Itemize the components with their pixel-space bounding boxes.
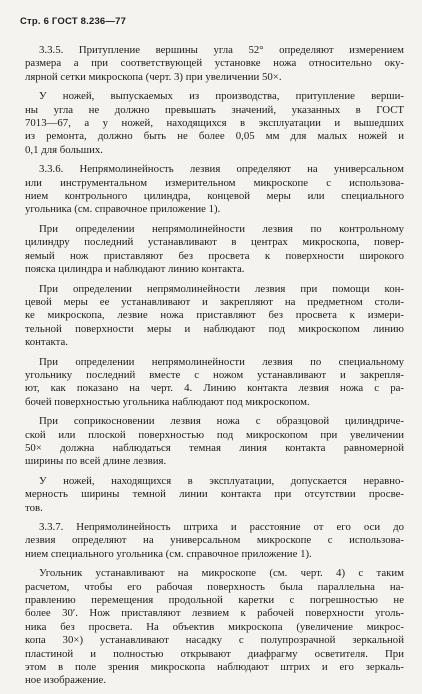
document-body [25, 44, 404, 694]
text-line: тельной поверхности меры и наблюдают под микроскопом линию [25, 322, 404, 335]
paragraph [25, 283, 404, 350]
page-header: Стр. 6 ГОСТ 8.236—77 [20, 16, 127, 27]
text-line: У ножей, находящихся в эксплуатации, допускается неравно- [39, 474, 404, 487]
text-line: ны угла не должно превышать значений, указанных в ГОСТ [25, 103, 404, 116]
paragraph [25, 223, 404, 277]
text-line: цилиндру последний устанавливают в центрах микроскопа, повер- [25, 236, 404, 249]
text-line: 3.3.6. Непрямолинейность лезвия определяют на универсальном [39, 163, 404, 176]
paragraph [25, 90, 404, 157]
text-line: ют, как показано на черт. 4. Линию контакта лезвия ножа с ра- [25, 382, 404, 395]
text-line: правлению перемещения продольной каретки с погрешностью не [25, 594, 404, 607]
paragraph [25, 44, 404, 84]
text-line: копа 30×) устанавливают насадку с полупрозрачной зеркальной [25, 634, 404, 647]
text-line: яемый нож приставляют без просвета к поверхности широкого [25, 249, 404, 262]
text-line: ской или плоской поверхностью под микроскопом при увеличении [25, 428, 404, 441]
text-line: Угольник устанавливают на микроскопе (см. черт. 4) с таким [39, 567, 404, 580]
text-line: цевой меры ее устанавливают и закрепляют на предметном столи- [25, 295, 404, 308]
text-line: 0,1 для больших. [25, 143, 103, 156]
text-line: лярной сетки микроскопа (черт. 3) при увеличении 50×. [25, 70, 282, 83]
text-line: тов. [25, 501, 43, 514]
text-line: ширины по всей длине лезвия. [25, 455, 167, 468]
paragraph [25, 356, 404, 410]
text-line: 3.3.5. Притупление вершины угла 52° определяют измерением [39, 44, 404, 56]
text-line: угольника (см. справочное приложение 1). [25, 203, 221, 216]
text-line: контакта. [25, 336, 68, 349]
paragraph [25, 415, 404, 469]
text-line: При определении непрямолинейности лезвия при помощи кон- [39, 282, 404, 295]
text-line: угольнику последний вместе с ножом устанавливают и закрепля- [25, 368, 404, 381]
paragraph [25, 475, 404, 515]
text-line: ке микроскопа, лезвие ножа приставляют без просвета к измери- [25, 309, 404, 322]
text-line: пояска цилиндра и наблюдают линию контакта. [25, 263, 245, 276]
text-line: 7013—67, а у ножей, находящихся в эксплуатации и вышедших [25, 117, 404, 130]
text-line: расчетом, чтобы его рабочая поверхность была параллельна на- [25, 580, 404, 593]
text-line: 3.3.7. Непрямолинейность штриха и расстояние от его оси до [39, 521, 404, 533]
text-line: мерность ширины темной линии контакта при отсутствии просве- [25, 488, 404, 501]
text-line: ное изображение. [25, 674, 107, 687]
text-line: нием специального угольника (см. справочное приложение 1). [25, 547, 312, 560]
text-line: 50× должна наблюдаться темная линия контакта равномерной [25, 441, 404, 454]
paragraph [25, 163, 404, 217]
text-line: При определении непрямолинейности лезвия по контрольному [39, 222, 404, 235]
text-line: бочей поверхностью угольника наблюдают под микроскопом. [25, 395, 310, 408]
text-line: ника без просвета. На объектив микроскопа (увеличение микрос- [25, 620, 404, 633]
paragraph [25, 567, 404, 688]
text-line: При определении непрямолинейности лезвия по специальному [39, 355, 404, 368]
text-line: При соприкосновении лезвия ножа с образцовой цилиндриче- [39, 415, 404, 428]
paragraph [25, 521, 404, 561]
text-line: более 30′. Нож приставляют лезвием к рабочей поверхности уголь- [25, 607, 404, 620]
text-line: из ремонта, должно быть не более 0,05 мм для малых ножей и [25, 130, 404, 143]
text-line: нием контрольного цилиндра, концевой меры или специального [25, 190, 404, 203]
text-line: лезвия определяют на универсальном микроскопе с использова- [25, 534, 404, 547]
text-line: пластиной и полностью открывают диафрагму осветителя. При [25, 647, 404, 660]
text-line: У ножей, выпускаемых из производства, притупление верши- [39, 90, 404, 103]
text-line: или инструментальном измерительном микроскопе с использова- [25, 176, 404, 189]
text-line: размера a при соответствующей установке ножа относительно оку- [25, 57, 404, 70]
text-line: этом в поле зрения микроскопа наблюдают штрих и его зеркаль- [25, 661, 404, 674]
